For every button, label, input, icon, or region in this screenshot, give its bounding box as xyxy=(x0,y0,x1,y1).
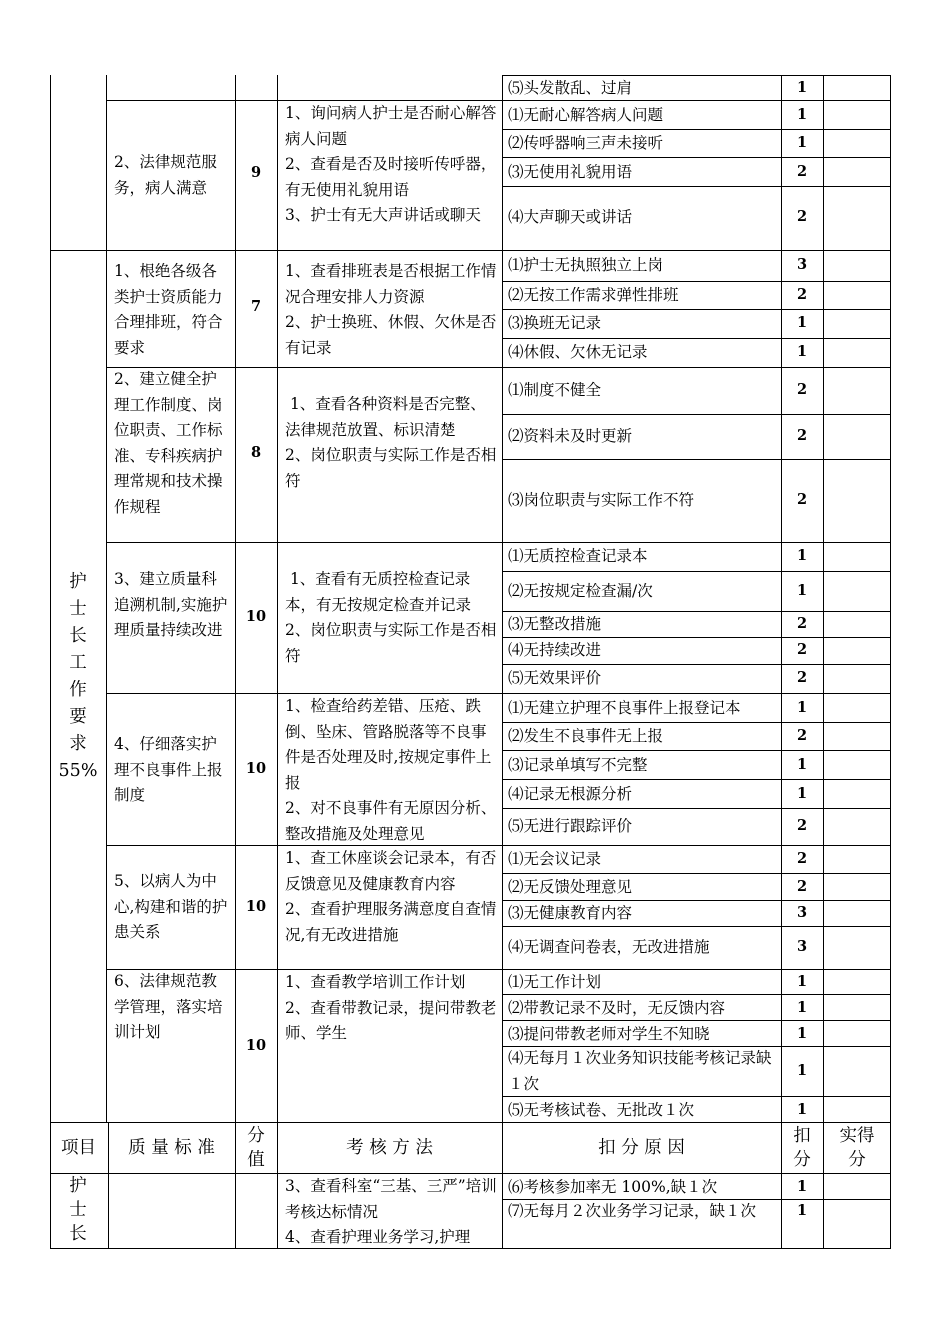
section-label-char: 作 xyxy=(69,680,87,700)
grid-line xyxy=(50,75,51,1122)
grid-line xyxy=(502,75,503,1122)
method-text: 3、查看科室“三基、三严”培训考核达标情况 4、查看护理业务学习,护理 xyxy=(285,1177,497,1246)
deduct-value: 2 xyxy=(796,817,808,834)
deduct-value: 1 xyxy=(796,79,808,96)
grid-line xyxy=(277,75,278,1122)
grid-line xyxy=(50,1122,891,1123)
grid-line xyxy=(781,1122,782,1248)
grid-line xyxy=(781,75,782,1122)
reason-text: ⑵无反馈处理意见 xyxy=(508,878,633,896)
score-value: 9 xyxy=(250,164,262,181)
reason-text: ⑴无质控检查记录本 xyxy=(508,547,648,565)
section-label-char: 士 xyxy=(69,599,87,619)
grid-line xyxy=(502,309,891,310)
deduct-value: 1 xyxy=(796,1025,808,1042)
standard-text: 4、仔细落实护理不良事件上报制度 xyxy=(114,735,223,804)
grid-line xyxy=(502,338,891,339)
reason-text: ⑺无每月２次业务学习记录，缺１次 xyxy=(508,1202,757,1220)
grid-line xyxy=(106,693,891,694)
reason-text: ⑷记录无根源分析 xyxy=(508,785,633,803)
standard-text: 2、法律规范服务，病人满意 xyxy=(114,153,217,197)
grid-line xyxy=(502,459,891,460)
deduct-value: 2 xyxy=(796,381,808,398)
section-label-char: 士 xyxy=(69,1200,87,1220)
grid-line xyxy=(106,845,891,846)
reason-text: ⑵无按工作需求弹性排班 xyxy=(508,286,679,304)
grid-line xyxy=(502,664,891,665)
section-label-char: 求 xyxy=(69,734,87,754)
grid-line xyxy=(502,873,891,874)
reason-text: ⑸无效果评价 xyxy=(508,669,602,687)
score-value: 7 xyxy=(250,298,262,315)
deduct-value: 1 xyxy=(796,973,808,990)
reason-text: ⑷无持续改进 xyxy=(508,641,602,659)
reason-text: ⑴无会议记录 xyxy=(508,850,602,868)
reason-text: ⑶无使用礼貌用语 xyxy=(508,163,633,181)
reason-text: ⑵传呼器响三声未接听 xyxy=(508,134,664,152)
reason-text: ⑵无按规定检查漏/次 xyxy=(508,582,653,600)
grid-line xyxy=(502,779,891,780)
deduct-value: 3 xyxy=(796,256,808,273)
deduct-value: 2 xyxy=(796,727,808,744)
deduct-value: 1 xyxy=(796,756,808,773)
deduct-value: 2 xyxy=(796,615,808,632)
deduct-value: 1 xyxy=(796,1101,808,1118)
score-value: 10 xyxy=(245,760,267,777)
header-standard: 质 量 标 准 xyxy=(128,1138,215,1158)
reason-text: ⑴无建立护理不良事件上报登记本 xyxy=(508,699,741,717)
reason-text: ⑴无工作计划 xyxy=(508,973,602,991)
section-label-char: 护 xyxy=(69,572,87,592)
method-text: 1、查看教学培训工作计划 2、查看带教记录，提问带教老师、学生 xyxy=(285,973,497,1042)
deduct-value: 1 xyxy=(796,314,808,331)
grid-line xyxy=(502,186,891,187)
reason-text: ⑷大声聊天或讲话 xyxy=(508,208,633,226)
score-value: 10 xyxy=(245,608,267,625)
deduct-value: 1 xyxy=(796,343,808,360)
grid-line xyxy=(502,129,891,130)
method-text: 1、询问病人护士是否耐心解答病人问题 2、查看是否及时接听传呼器，有无使用礼貌用语 3、护士有无大声讲话或聊天 xyxy=(285,104,497,224)
reason-text: ⑴无耐心解答病人问题 xyxy=(508,106,664,124)
method-text: 1、查看各种资料是否完整、法律规范放置、标识清楚 2、岗位职责与实际工作是否相符 xyxy=(285,395,497,490)
section-label-char: 长 xyxy=(69,626,87,646)
reason-text: ⑴护士无执照独立上岗 xyxy=(508,256,664,274)
reason-text: ⑶记录单填写不完整 xyxy=(508,756,648,774)
reason-text: ⑶无整改措施 xyxy=(508,615,602,633)
grid-line xyxy=(890,75,891,1122)
header-actual: 实得分 xyxy=(839,1126,875,1170)
deduct-value: 1 xyxy=(796,1062,808,1079)
header-project: 项目 xyxy=(61,1138,96,1158)
reason-text: ⑷无每月１次业务知识技能考核记录缺１次 xyxy=(508,1049,772,1093)
grid-line xyxy=(106,100,891,101)
deduct-value: 1 xyxy=(796,1202,808,1219)
reason-text: ⑵发生不良事件无上报 xyxy=(508,727,664,745)
deduct-value: 2 xyxy=(796,878,808,895)
deduct-value: 1 xyxy=(796,1178,808,1195)
deduct-value: 2 xyxy=(796,286,808,303)
section-label-char: 55% xyxy=(58,761,98,781)
grid-line xyxy=(502,722,891,723)
header-method: 考 核 方 法 xyxy=(346,1138,433,1158)
grid-line xyxy=(502,414,891,415)
deduct-value: 2 xyxy=(796,427,808,444)
reason-text: ⑷无调查问卷表，无改进措施 xyxy=(508,938,710,956)
reason-text: ⑴制度不健全 xyxy=(508,381,602,399)
deduct-value: 2 xyxy=(796,208,808,225)
reason-text: ⑹考核参加率无 100%,缺１次 xyxy=(508,1178,718,1196)
reason-text: ⑵资料未及时更新 xyxy=(508,427,633,445)
section-label-char: 要 xyxy=(69,707,87,727)
reason-text: ⑶岗位职责与实际工作不符 xyxy=(508,491,695,509)
deduct-value: 1 xyxy=(796,106,808,123)
grid-line xyxy=(502,926,891,927)
section-label-char: 工 xyxy=(69,653,87,673)
reason-text: ⑶换班无记录 xyxy=(508,314,602,332)
method-text: 1、查工休座谈会记录本，有否反馈意见及健康教育内容 2、查看护理服务满意度自查情况,有无改进措施 xyxy=(285,849,497,944)
reason-text: ⑸无进行跟踪评价 xyxy=(508,817,633,835)
header-deduct: 扣分 xyxy=(793,1126,811,1170)
deduct-value: 3 xyxy=(796,938,808,955)
reason-text: ⑵带教记录不及时，无反馈内容 xyxy=(508,999,726,1017)
grid-line xyxy=(50,250,891,251)
score-value: 10 xyxy=(245,1037,267,1054)
grid-line xyxy=(823,75,824,1122)
grid-line xyxy=(235,75,236,1122)
deduct-value: 2 xyxy=(796,641,808,658)
header-score: 分值 xyxy=(247,1126,265,1170)
reason-text: ⑶提问带教老师对学生不知晓 xyxy=(508,1025,710,1043)
deduct-value: 1 xyxy=(796,999,808,1016)
reason-text: ⑸无考核试卷、无批改１次 xyxy=(508,1101,695,1119)
grid-line xyxy=(823,1122,824,1248)
grid-line xyxy=(890,1122,891,1248)
grid-line xyxy=(502,571,891,572)
grid-line xyxy=(502,808,891,809)
standard-text: 2、建立健全护理工作制度、岗位职责、工作标准、专科疾病护理常规和技术操作规程 xyxy=(114,370,223,516)
reason-text: ⑶无健康教育内容 xyxy=(508,904,633,922)
method-text: 1、查看有无质控检查记录本，有无按规定检查并记录 2、岗位职责与实际工作是否相符 xyxy=(285,570,497,665)
grid-line xyxy=(502,750,891,751)
method-text: 1、检查给药差错、压疮、跌倒、坠床、管路脱落等不良事件是否处理及时,按规定事件上报 2、对不良事件有无原因分析、整改措施及处理意见 xyxy=(285,697,497,843)
standard-text: 3、建立质量科追溯机制,实施护理质量持续改进 xyxy=(114,570,228,639)
header-reason: 扣 分 原 因 xyxy=(598,1138,685,1158)
deduct-value: 1 xyxy=(796,134,808,151)
deduct-value: 1 xyxy=(796,582,808,599)
deduct-value: 1 xyxy=(796,785,808,802)
section-label-char: 长 xyxy=(69,1224,87,1244)
method-text: 1、查看排班表是否根据工作情况合理安排人力资源 2、护士换班、休假、欠休是否有记录 xyxy=(285,262,497,357)
grid-line xyxy=(106,542,891,543)
deduct-value: 2 xyxy=(796,850,808,867)
deduct-value: 1 xyxy=(796,699,808,716)
deduct-value: 3 xyxy=(796,904,808,921)
grid-line xyxy=(502,281,891,282)
grid-line xyxy=(502,157,891,158)
reason-text: ⑸头发散乱、过肩 xyxy=(508,79,633,97)
score-value: 10 xyxy=(245,898,267,915)
reason-text: ⑷休假、欠休无记录 xyxy=(508,343,648,361)
deduct-value: 2 xyxy=(796,163,808,180)
standard-text: 5、以病人为中心,构建和谐的护患关系 xyxy=(114,872,228,941)
grid-line xyxy=(235,1122,236,1248)
grid-line xyxy=(106,75,107,1122)
section-label-char: 护 xyxy=(69,1176,87,1196)
standard-text: 1、根绝各级各类护士资质能力合理排班，符合要求 xyxy=(114,262,223,357)
deduct-value: 1 xyxy=(796,547,808,564)
deduct-value: 2 xyxy=(796,669,808,686)
deduct-value: 2 xyxy=(796,491,808,508)
score-value: 8 xyxy=(250,444,262,461)
standard-text: 6、法律规范教学管理，落实培训计划 xyxy=(114,972,223,1041)
